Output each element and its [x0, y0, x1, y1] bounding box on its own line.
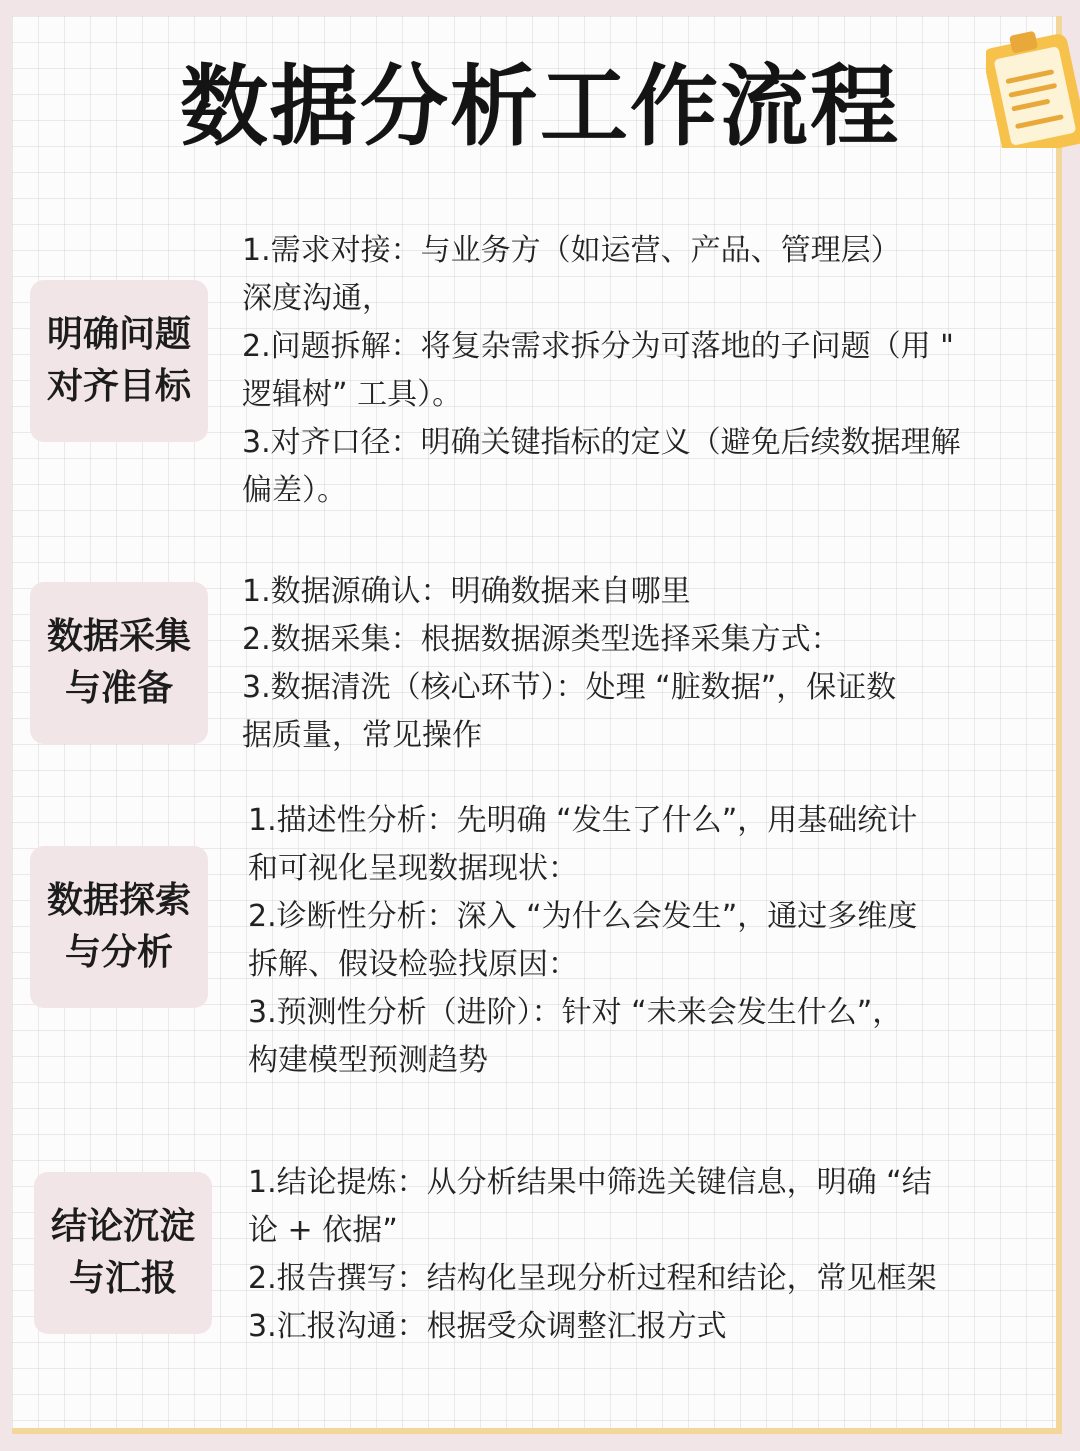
- section-label-line1: 明确问题: [46, 314, 191, 355]
- text-line: 据质量，常见操作: [242, 718, 482, 753]
- section-label-conclusion-report: [34, 1172, 212, 1334]
- page-title: 数据分析工作流程: [179, 55, 900, 158]
- text-line: 2.问题拆解：将复杂需求拆分为可落地的子问题（用 ": [242, 329, 954, 364]
- section-label-line2: 与分析: [64, 932, 173, 973]
- section-label-line1: 结论沉淀: [50, 1206, 195, 1247]
- text-line: 1.描述性分析：先明确 “发生了什么”，用基础统计: [248, 803, 918, 838]
- section-text-conclusion-report: [248, 1159, 937, 1351]
- text-line: 1.数据源确认：明确数据来自哪里: [242, 574, 691, 609]
- text-line: 构建模型预测趋势: [248, 1043, 488, 1078]
- section-text-data-exploration: [248, 797, 917, 1085]
- text-line: 2.报告撰写：结构化呈现分析过程和结论，常见框架: [248, 1261, 937, 1296]
- text-line: 2.诊断性分析：深入 “为什么会发生”，通过多维度: [248, 899, 918, 934]
- section-label-line1: 数据采集: [46, 616, 191, 657]
- section-label-line1: 数据探索: [46, 880, 191, 921]
- section-text-define-problem: [242, 227, 961, 515]
- section-label-data-collection: [30, 582, 208, 744]
- text-line: 深度沟通，: [242, 281, 392, 316]
- text-line: 逻辑树” 工具）。: [242, 377, 463, 412]
- clipboard-icon: [986, 18, 1080, 148]
- section-label-data-exploration: [30, 846, 208, 1008]
- text-line: 论 + 依据”: [248, 1213, 398, 1248]
- section-text-data-collection: [242, 568, 896, 760]
- section-label-define-problem: [30, 280, 208, 442]
- text-line: 拆解、假设检验找原因：: [248, 947, 578, 982]
- text-line: 偏差）。: [242, 473, 347, 508]
- text-line: 和可视化呈现数据现状：: [248, 851, 578, 886]
- section-label-line2: 对齐目标: [46, 366, 191, 407]
- section-label-line2: 与汇报: [68, 1258, 177, 1299]
- text-line: 2.数据采集：根据数据源类型选择采集方式：: [242, 622, 841, 657]
- text-line: 1.结论提炼：从分析结果中筛选关键信息，明确 “结: [248, 1165, 932, 1200]
- text-line: 3.预测性分析（进阶）：针对 “未来会发生什么”，: [248, 995, 903, 1030]
- text-line: 3.数据清洗（核心环节）：处理 “脏数据”，保证数: [242, 670, 897, 705]
- text-line: 3.对齐口径：明确关键指标的定义（避免后续数据理解: [242, 425, 961, 460]
- text-line: 3.汇报沟通：根据受众调整汇报方式: [248, 1309, 727, 1344]
- text-line: 1.需求对接：与业务方（如运营、产品、管理层）: [242, 233, 901, 268]
- section-label-line2: 与准备: [64, 668, 173, 709]
